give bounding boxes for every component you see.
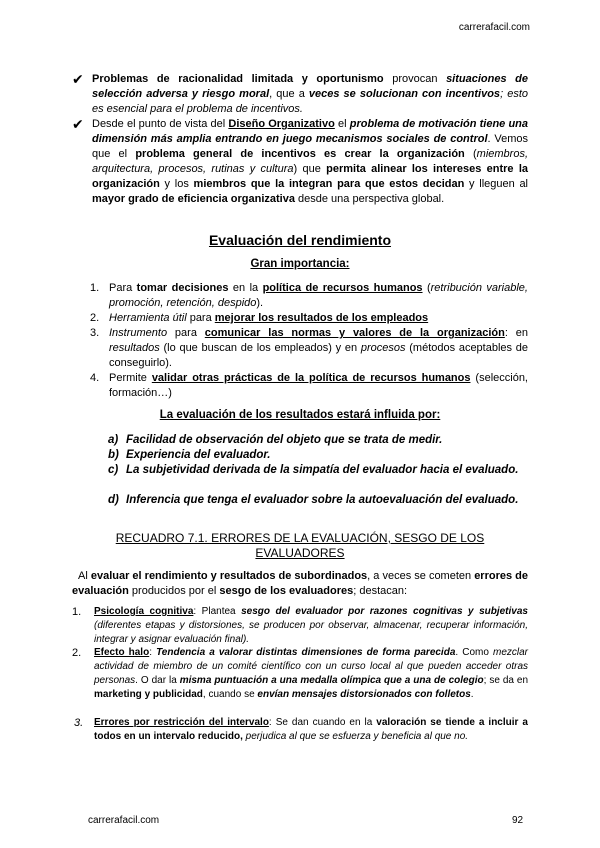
text-run: evaluar el rendimiento y resultados de subordinados — [90, 570, 368, 582]
text-run: problema general de incentivos es crear la organización — [135, 148, 465, 160]
check-icon: ✔ — [72, 116, 84, 132]
text-run: (selección, formación…) — [109, 372, 528, 399]
list-item — [109, 326, 528, 371]
list-number: 2. — [72, 647, 82, 659]
text-run: ; destacan: — [353, 585, 408, 597]
text-run: Tendencia a valorar distintas dimensiones de forma parecida — [156, 647, 456, 658]
text-run: : Plantea — [193, 606, 242, 617]
text-run: miembros que la integran para que estos decidan — [193, 178, 465, 190]
text-run: veces se solucionan con incentivos — [308, 88, 501, 100]
text-run: resultados — [109, 342, 160, 354]
bullet-2-rich — [92, 118, 528, 205]
influence-title: La evaluación de los resultados estará influida por: — [159, 409, 441, 421]
text-run: Al — [78, 570, 91, 582]
list-number: 1. — [90, 282, 100, 294]
text-run: situaciones de selección adversa y riesgo moral — [92, 73, 528, 100]
text-run: Herramienta útil — [109, 312, 187, 324]
text-run: ( — [464, 148, 477, 160]
text-run: mayor grado de eficiencia organizativa — [92, 193, 295, 205]
text-run: (lo que buscan de los empleados) y en — [159, 342, 361, 354]
check-icon: ✔ — [72, 71, 84, 87]
text-run: Efecto halo — [94, 647, 150, 658]
text-run: validar otras prácticas de la política de recursos humanos — [151, 372, 471, 384]
footer-site: carrerafacil.com — [88, 815, 160, 826]
text-run: comunicar las normas y valores de la organización — [204, 327, 505, 339]
text-run: ) que — [293, 163, 327, 175]
text-run: ). — [256, 297, 264, 309]
text-run: Desde el punto de vista del — [92, 118, 229, 130]
text-run: Problemas de racionalidad limitada y oportunismo — [92, 73, 384, 85]
text-run: , que a — [269, 88, 309, 100]
bullet-1-text — [92, 72, 528, 117]
list-number: 4. — [90, 372, 100, 384]
list-item — [109, 311, 528, 326]
text-run: el — [334, 118, 350, 130]
text-run: mejorar los resultados de los empleados — [214, 312, 429, 324]
list-number: 1. — [72, 606, 82, 618]
text-run: Errores por restricción del intervalo — [94, 717, 269, 728]
text-run: , cuando se — [202, 689, 258, 700]
list-item — [109, 281, 528, 311]
text-run: en la — [228, 282, 263, 294]
text-run: errores de evaluación — [72, 570, 528, 597]
text-run: envían mensajes distorsionados con folletos — [257, 689, 471, 700]
list-item — [109, 371, 528, 401]
text-run: misma puntuación a una medalla olímpica que a una de colegio — [179, 675, 484, 686]
text-run: : Se dan cuando en la — [268, 717, 377, 728]
list-number: 3. — [74, 717, 84, 729]
bullet-2-text — [92, 117, 528, 207]
text-run: ( — [422, 282, 431, 294]
list-item: Facilidad de observación del objeto que se trata de medir. — [126, 434, 443, 446]
page-number: 92 — [512, 815, 524, 826]
text-run: permita alinear los intereses entre la organización — [92, 163, 529, 190]
text-run: sesgo de los evaluadores — [219, 585, 354, 597]
box-intro — [72, 569, 528, 599]
text-run: producidos por el — [128, 585, 220, 597]
text-run: ; se da en — [483, 675, 529, 686]
list-item — [94, 716, 528, 744]
header-site: carrerafacil.com — [458, 22, 530, 33]
text-run: : en — [504, 327, 528, 339]
text-run: desde una perspectiva global. — [294, 193, 445, 205]
text-run: valoración se tiende a incluir a todos en un intervalo reducido, — [94, 717, 528, 742]
text-run: Permite — [109, 372, 152, 384]
text-run: problema de motivación tiene una dimensión más amplia entrando en juego mecanismos sociales de control — [92, 118, 529, 145]
list-item: Experiencia del evaluador. — [126, 449, 271, 461]
list-item — [94, 646, 528, 702]
text-run: retribución variable, promoción, retención, despido — [109, 282, 528, 309]
text-run: Para — [109, 282, 137, 294]
list-item: Inferencia que tenga el evaluador sobre la autoevaluación del evaluado. — [126, 494, 519, 506]
text-run: tomar decisiones — [136, 282, 229, 294]
text-run: mezclar actividad de miembro de un comité científico con un curso local al que pueden acceder otras personas — [94, 647, 528, 686]
text-run: perjudica al que se esfuerza y beneficia al que no. — [242, 731, 469, 742]
text-run: (diferentes etapas y distorsiones, se producen por observar, almacenar, recuperar información, integrar y asignar evaluación final). — [94, 620, 528, 645]
list-item — [94, 605, 528, 647]
text-run: política de recursos humanos — [262, 282, 423, 294]
text-run: para — [167, 327, 205, 339]
text-run: marketing y publicidad — [94, 689, 203, 700]
list-letter: a) — [108, 434, 119, 446]
text-run: Diseño Organizativo — [228, 118, 335, 130]
text-run: . Como — [455, 647, 493, 658]
text-run: . Vemos que el — [92, 133, 528, 160]
text-run: Psicología cognitiva — [94, 606, 194, 617]
list-letter: d) — [108, 494, 119, 506]
list-item: La subjetividad derivada de la simpatía del evaluador hacia el evaluado. — [126, 464, 519, 476]
text-run: . O dar la — [135, 675, 180, 686]
list-number: 2. — [90, 312, 100, 324]
section-title: Evaluación del rendimiento — [208, 232, 392, 248]
text-run: ; esto es esencial para el problema de incentivos. — [92, 88, 528, 115]
text-run: (métodos aceptables de conseguirlo). — [109, 342, 528, 369]
text-run: procesos — [360, 342, 406, 354]
list-letter: b) — [108, 449, 119, 461]
text-run: : — [149, 647, 157, 658]
text-run: y lleguen al — [464, 178, 528, 190]
text-run: provocan — [383, 73, 447, 85]
text-run: para — [186, 312, 215, 324]
text-run: . — [470, 689, 474, 700]
list-letter: c) — [108, 464, 119, 476]
text-run: , a veces se cometen — [367, 570, 475, 582]
text-run: Instrumento — [109, 327, 168, 339]
text-run: y los — [159, 178, 194, 190]
box-title: RECUADRO 7.1. ERRORES DE LA EVALUACIÓN, SESGO DE LOS EVALUADORES — [115, 531, 485, 560]
subtitle: Gran importancia: — [250, 258, 350, 270]
text-run: sesgo del evaluador por razones cognitivas y subjetivas — [241, 606, 528, 617]
text-run: miembros, arquitectura, procesos, rutinas y cultura — [92, 148, 528, 175]
list-number: 3. — [90, 327, 100, 339]
